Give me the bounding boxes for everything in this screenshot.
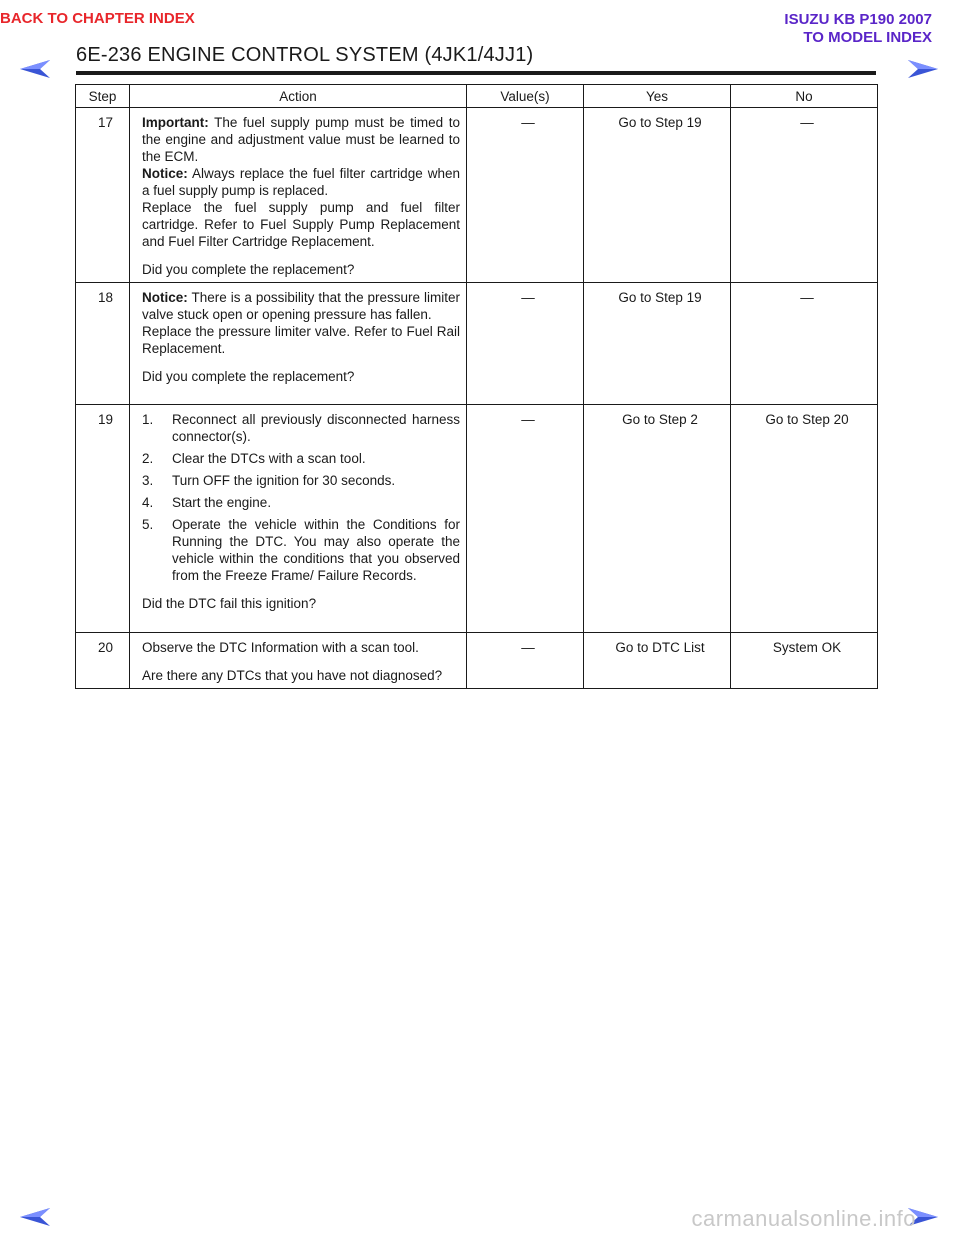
value-cell: —: [467, 108, 584, 283]
back-to-chapter-index-link[interactable]: BACK TO CHAPTER INDEX: [0, 10, 195, 27]
action-text: Replace the fuel supply pump and fuel filter cartridge. Refer to Fuel Supply Pump Replacement and Fuel Filter Cartridge Replacement.: [142, 200, 460, 249]
to-model-index-link[interactable]: TO MODEL INDEX: [803, 29, 932, 46]
model-title: ISUZU KB P190 2007: [784, 11, 932, 28]
notice-text: There is a possibility that the pressure limiter valve stuck open or opening pressure has fallen.: [142, 290, 460, 322]
yes-cell: Go to Step 19: [584, 108, 731, 283]
no-cell: —: [731, 108, 878, 283]
page-title: 6E-236 ENGINE CONTROL SYSTEM (4JK1/4JJ1): [76, 44, 534, 66]
column-header-step: Step: [76, 85, 130, 108]
table-row: [76, 108, 878, 283]
notice-text: Always replace the fuel filter cartridge when a fuel supply pump is replaced.: [142, 166, 460, 198]
value-cell: —: [467, 283, 584, 405]
column-header-yes: Yes: [584, 85, 731, 108]
step-number: 19: [76, 405, 130, 633]
diagnostic-table: [75, 84, 878, 689]
table-row: [76, 633, 878, 689]
yes-cell: Go to DTC List: [584, 633, 731, 689]
left-arrow-icon[interactable]: [18, 58, 52, 80]
value-cell: —: [467, 633, 584, 689]
procedure-list: [142, 411, 460, 584]
column-header-no: No: [731, 85, 878, 108]
important-label: Important:: [142, 115, 209, 130]
notice-label: Notice:: [142, 290, 188, 305]
table-header-row: [76, 85, 878, 108]
list-item: 1. Reconnect all previously disconnected harness connector(s).: [142, 412, 460, 444]
action-question: Are there any DTCs that you have not diagnosed?: [142, 668, 443, 683]
action-cell: [130, 633, 467, 689]
right-arrow-icon[interactable]: [906, 58, 940, 80]
important-text: The fuel supply pump must be timed to the engine and adjustment value must be learned to the ECM.: [142, 115, 460, 164]
column-header-action: Action: [130, 85, 467, 108]
action-question: Did you complete the replacement?: [142, 262, 355, 277]
value-cell: —: [467, 405, 584, 633]
action-cell: [130, 108, 467, 283]
notice-label: Notice:: [142, 166, 188, 181]
no-cell: Go to Step 20: [731, 405, 878, 633]
list-item: 4. Start the engine.: [142, 495, 272, 510]
action-cell: [130, 405, 467, 633]
list-item: 3. Turn OFF the ignition for 30 seconds.: [142, 473, 396, 488]
title-rule: [76, 71, 876, 75]
left-arrow-icon[interactable]: [18, 1206, 52, 1228]
action-question: Did you complete the replacement?: [142, 369, 355, 384]
action-text: Observe the DTC Information with a scan tool.: [142, 640, 419, 655]
yes-cell: Go to Step 19: [584, 283, 731, 405]
step-number: 20: [76, 633, 130, 689]
yes-cell: Go to Step 2: [584, 405, 731, 633]
no-cell: —: [731, 283, 878, 405]
list-item: 2. Clear the DTCs with a scan tool.: [142, 451, 366, 466]
action-question: Did the DTC fail this ignition?: [142, 596, 317, 611]
watermark: carmanualsonline.info: [691, 1206, 916, 1231]
action-cell: [130, 283, 467, 405]
step-number: 17: [76, 108, 130, 283]
table-row: [76, 283, 878, 405]
step-number: 18: [76, 283, 130, 405]
table-row: [76, 405, 878, 633]
no-cell: System OK: [731, 633, 878, 689]
list-item: 5. Operate the vehicle within the Conditions for Running the DTC. You may also operate the vehicle within the conditions that you observed from the Freeze Frame/ Failure Records.: [142, 517, 460, 583]
action-text: Replace the pressure limiter valve. Refer to Fuel Rail Replacement.: [142, 324, 460, 356]
column-header-values: Value(s): [467, 85, 584, 108]
